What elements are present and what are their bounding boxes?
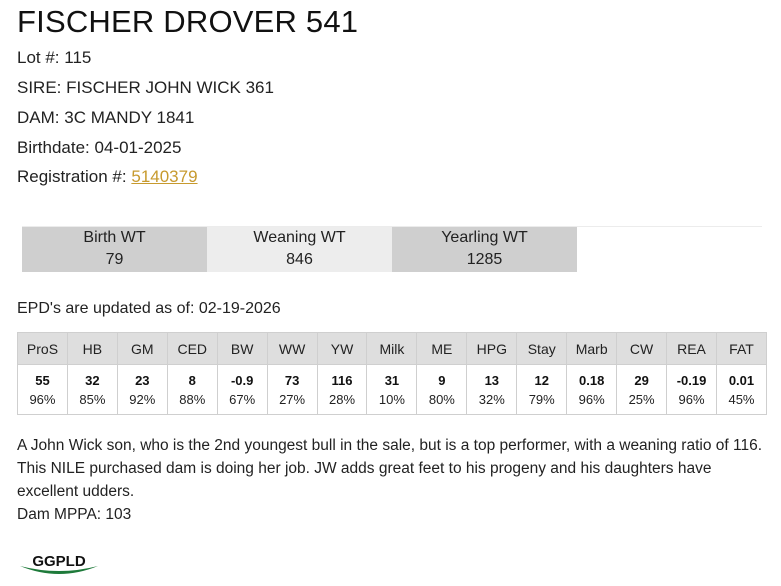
epd-cell — [217, 365, 267, 415]
epd-value: 0.18 — [579, 372, 605, 388]
birth-weight-value: 79 — [105, 251, 124, 268]
epd-cell — [667, 365, 717, 415]
sire-name: FISCHER JOHN WICK 361 — [66, 78, 274, 97]
dam-name: 3C MANDY 1841 — [64, 108, 195, 127]
epd-cell — [317, 365, 367, 415]
epd-percentile: 79% — [528, 391, 555, 407]
birth-weight-cell — [22, 227, 207, 272]
epd-header: HPG — [467, 333, 517, 365]
epd-percentile: 67% — [229, 391, 256, 407]
lot-label: Lot #: — [17, 48, 60, 67]
dam-line — [17, 108, 194, 128]
epd-value: 23 — [135, 372, 150, 388]
yearling-weight-label: Yearling WT — [441, 229, 528, 246]
weaning-weight-label: Weaning WT — [253, 229, 346, 246]
yearling-weight-value: 1285 — [466, 251, 503, 268]
epd-cell — [267, 365, 317, 415]
dam-mppa: Dam MPPA: 103 — [17, 506, 132, 523]
ggpld-logo — [18, 546, 100, 578]
epd-percentile: 92% — [129, 391, 156, 407]
epd-cell — [567, 365, 617, 415]
epd-value: 13 — [484, 372, 500, 388]
epd-value: 0.01 — [728, 372, 755, 388]
epd-cell — [467, 365, 517, 415]
birthdate-value: 04-01-2025 — [94, 138, 182, 157]
registration-line — [17, 167, 198, 187]
epd-value: 31 — [384, 372, 400, 388]
animal-name: FISCHER DROVER 541 — [17, 4, 359, 39]
epd-cell — [167, 365, 217, 415]
epd-header: CED — [167, 333, 217, 365]
epd-header: HB — [67, 333, 117, 365]
epd-value: 116 — [331, 372, 353, 388]
epd-percentile: 45% — [728, 391, 755, 407]
epd-percentile: 27% — [279, 391, 306, 407]
epd-header: REA — [667, 333, 717, 365]
epd-header: Milk — [367, 333, 417, 365]
registration-link[interactable]: 5140379 — [131, 167, 198, 186]
epd-header: Stay — [517, 333, 567, 365]
sire-label: SIRE: — [17, 78, 62, 97]
epd-percentile: 25% — [628, 391, 655, 407]
bull-description: A John Wick son, who is the 2nd youngest bull in the sale, but is a top performer, with a weaning ratio of 116. This NILE purchased dam is doing her job. JW adds great feet to his progeny and his daughters have excellent udders. — [17, 437, 762, 500]
epd-header: ProS — [18, 333, 68, 365]
epd-value: 8 — [188, 372, 196, 388]
birthdate-label: Birthdate: — [17, 138, 90, 157]
epd-value: -0.19 — [676, 372, 707, 388]
epd-header: FAT — [716, 333, 766, 365]
birth-weight-label: Birth WT — [83, 229, 146, 246]
epd-value: 9 — [438, 372, 446, 388]
epd-updated-text: EPD's are updated as of: 02-19-2026 — [17, 300, 281, 317]
epd-value: -0.9 — [230, 372, 254, 388]
epd-percentile: 32% — [478, 391, 505, 407]
epd-percentile: 96% — [578, 391, 605, 407]
epd-percentile: 85% — [79, 391, 106, 407]
logo-text: GGPLD — [32, 553, 86, 570]
dam-label: DAM: — [17, 108, 60, 127]
epd-value: 29 — [634, 372, 649, 388]
epd-percentile: 96% — [678, 391, 705, 407]
epd-table — [17, 332, 767, 415]
epd-header: WW — [267, 333, 317, 365]
weaning-weight-value: 846 — [286, 251, 313, 268]
epd-value: 32 — [85, 372, 100, 388]
epd-header: YW — [317, 333, 367, 365]
epd-percentile: 96% — [29, 391, 56, 407]
epd-header: BW — [217, 333, 267, 365]
epd-cell — [417, 365, 467, 415]
epd-header: Marb — [567, 333, 617, 365]
weights-panel — [22, 227, 577, 272]
epd-header-row — [18, 333, 767, 365]
birthdate-line — [17, 138, 181, 158]
epd-cell — [117, 365, 167, 415]
epd-value: 73 — [284, 372, 300, 388]
epd-value-row — [18, 365, 767, 415]
weaning-weight-cell — [207, 227, 392, 272]
epd-cell — [716, 365, 766, 415]
epd-percentile: 88% — [179, 391, 206, 407]
lot-line — [17, 48, 91, 68]
epd-cell — [67, 365, 117, 415]
epd-header: CW — [617, 333, 667, 365]
epd-percentile: 10% — [378, 391, 405, 407]
epd-cell — [18, 365, 68, 415]
epd-percentile: 28% — [329, 391, 356, 407]
epd-percentile: 80% — [428, 391, 455, 407]
epd-header: GM — [117, 333, 167, 365]
epd-cell — [517, 365, 567, 415]
lot-number: 115 — [64, 48, 92, 67]
epd-value: 55 — [35, 372, 50, 388]
sire-line — [17, 78, 274, 98]
epd-value: 12 — [534, 372, 549, 388]
yearling-weight-cell — [392, 227, 577, 272]
epd-cell — [617, 365, 667, 415]
registration-label: Registration #: — [17, 167, 127, 186]
epd-cell — [367, 365, 417, 415]
epd-header: ME — [417, 333, 467, 365]
